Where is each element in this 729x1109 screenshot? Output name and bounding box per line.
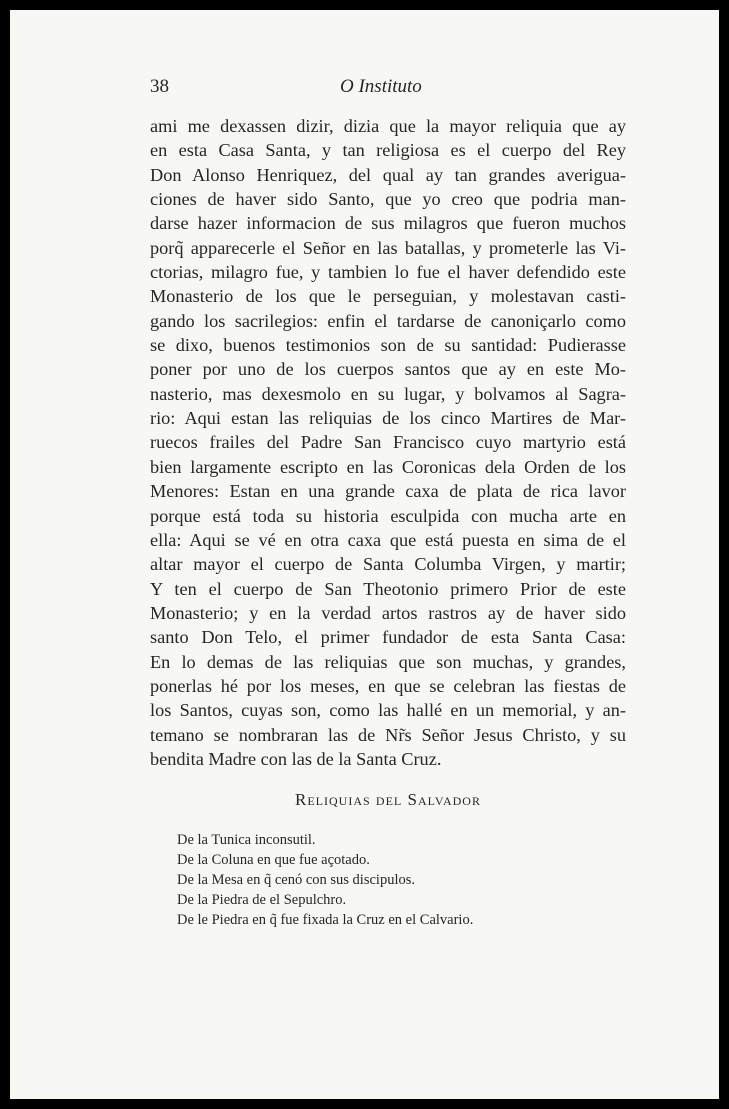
text-line: bien largamente escripto en las Coronicas dela Orden de los [150, 456, 626, 477]
text-line: poner por uno de los cuerpos santos que ay en este Mo- [150, 359, 626, 380]
list-item: De la Mesa en q̃ cenó con sus discipulos. [177, 872, 415, 888]
text-line: ami me dexassen dizir, dizia que la mayor reliquia que ay [150, 116, 626, 136]
text-line: Monasterio; y en la verdad artos rastros ay de haver sido [150, 602, 626, 623]
text-line: ctorias, milagro fue, y tambien lo fue el haver defendido este [150, 262, 626, 283]
page-number: 38 [150, 76, 169, 97]
text-line: los Santos, cuyas son, como las hallé en un memorial, y an- [150, 700, 626, 721]
text-line: rio: Aqui estan las reliquias de los cinco Martires de Mar- [150, 408, 626, 429]
list-item: De la Tunica inconsutil. [177, 832, 316, 848]
text-line: santo Don Telo, el primer fundador de esta Santa Casa: [150, 627, 626, 648]
text-line: ciones de haver sido Santo, que yo creo que podria man- [150, 189, 626, 210]
book-page [10, 10, 719, 1099]
running-title: O Instituto [340, 76, 422, 97]
body-text [150, 114, 626, 771]
list-item: De la Coluna en que fue açotado. [177, 852, 370, 868]
text-line: Don Alonso Henriquez, del qual ay tan grandes averigua- [150, 164, 626, 185]
page-header [150, 76, 640, 102]
text-line: ruecos frailes del Padre San Francisco cuyo martyrio está [150, 432, 626, 453]
text-line: ella: Aqui se vé en otra caxa que está puesta en sima de el [150, 529, 626, 550]
text-line: ponerlas hé por los meses, en que se celebran las fiestas de [150, 675, 626, 696]
text-line: En lo demas de las reliquias que son muchas, y grandes, [150, 651, 626, 672]
text-line: porq̃ apparecerle el Señor en las batallas, y prometerle las Vi- [150, 237, 626, 258]
text-line: Menores: Estan en una grande caxa de plata de rica lavor [150, 481, 626, 502]
text-line: porque está toda su historia esculpida con mucha arte en [150, 505, 626, 526]
text-line: gando los sacrilegios: enfin el tardarse de canoniçarlo como [150, 310, 626, 331]
text-line: temano se nombraran las de Nr̃s Señor Jesus Christo, y su [150, 724, 626, 745]
text-line: se dixo, buenos testimonios son de su santidad: Pudierasse [150, 335, 626, 356]
list-item: De la Piedra de el Sepulchro. [177, 892, 347, 908]
text-line: darse hazer informacion de sus milagros que fueron muchos [150, 213, 626, 234]
section-heading: Reliquias del Salvador [295, 790, 481, 809]
text-line: en esta Casa Santa, y tan religiosa es el cuerpo del Rey [150, 140, 626, 161]
text-line: altar mayor el cuerpo de Santa Columba Virgen, y martir; [150, 554, 626, 575]
relic-list [177, 830, 473, 930]
text-line-last: bendita Madre con las de la Santa Cruz. [150, 748, 442, 769]
list-item: De le Piedra en q̃ fue fixada la Cruz en el Calvario. [177, 912, 474, 928]
text-line: Monasterio de los que le perseguian, y molestavan casti- [150, 286, 626, 307]
text-line: nasterio, mas dexesmolo en su lugar, y bolvamos al Sagra- [150, 383, 626, 404]
text-line: Y ten el cuerpo de San Theotonio primero Prior de este [150, 578, 626, 599]
